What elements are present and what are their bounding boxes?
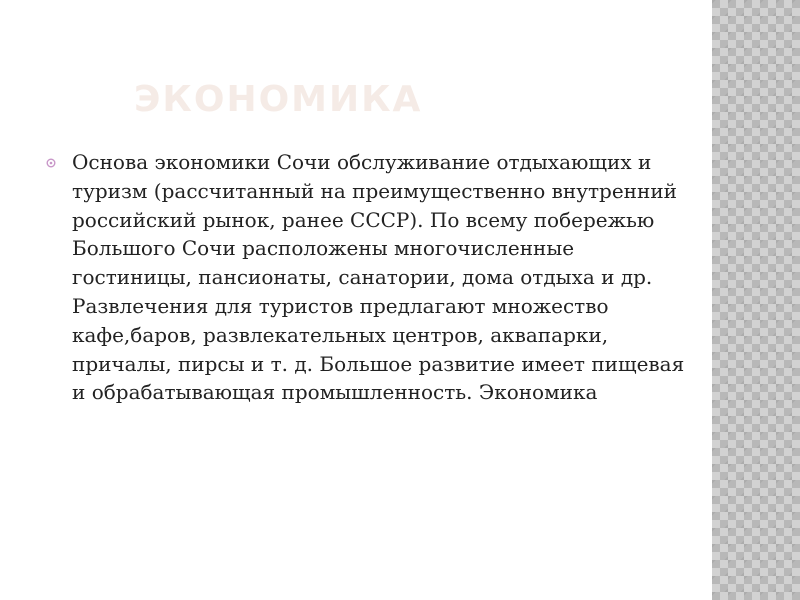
bullet-text: Основа экономики Сочи обслуживание отдыхающих и туризм (рассчитанный на преимущественно внутренний российский рынок, ранее СССР). По всему побережью Большого Сочи расположены многочисленные гостиницы, пансионаты, санатории, дома отдыха и др. Развлечения для туристов предлагают множество кафе,баров, развлекательных центров, аквапарки, причалы, пирсы и т. д. Большое развитие имеет пищевая и обрабатывающая промышленность. Экономика (72, 150, 685, 405)
slide-body (42, 148, 685, 407)
decorative-pattern-strip (712, 0, 800, 600)
bullet-circle-icon (46, 158, 56, 168)
bullet-item (42, 148, 685, 407)
slide-title: ЭКОНОМИКА (134, 79, 423, 120)
